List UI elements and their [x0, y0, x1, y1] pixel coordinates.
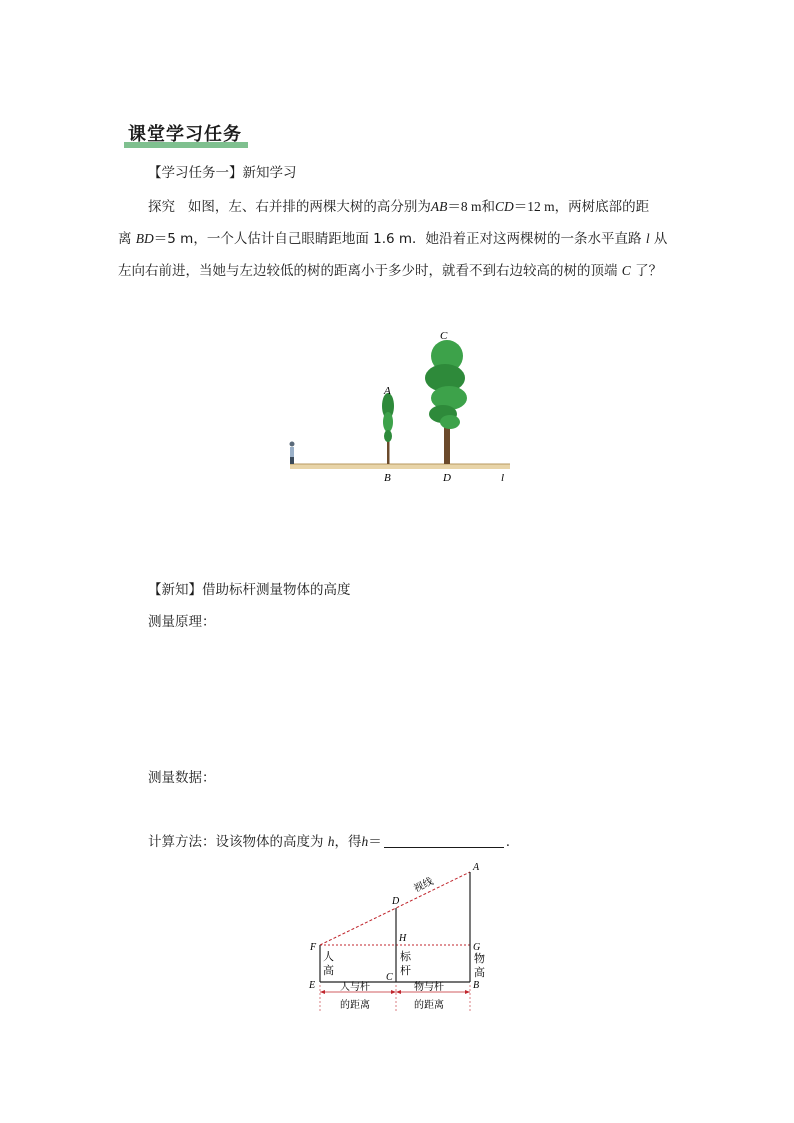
svg-text:的距离: 的距离	[414, 1000, 444, 1011]
newknow-heading: 【新知】借助标杆测量物体的高度	[148, 582, 351, 598]
trees-figure	[282, 326, 518, 488]
svg-text:高: 高	[323, 964, 334, 977]
svg-text:高: 高	[474, 966, 485, 979]
calc-line: 计算方法：设该物体的高度为 h，得h＝ .	[148, 834, 511, 850]
label-A: A	[384, 385, 391, 397]
sight-line	[320, 872, 470, 945]
svg-text:物与杆: 物与杆	[414, 982, 444, 993]
task1-heading: 【学习任务一】新知学习	[148, 165, 297, 181]
label-B: B	[384, 472, 391, 484]
task1-line2: 离 BD＝5 m，一个人估计自己眼睛距地面 1.6 m．她沿着正对这两棵树的一条水平直路 l 从	[118, 231, 668, 247]
sight-label: 视线	[412, 876, 436, 895]
person-figure	[290, 442, 295, 465]
label-D: D	[443, 472, 451, 484]
pt-F: F	[310, 942, 317, 953]
task1-line3: 左向右前进，当她与左边较低的树的距离小于多少时，就看不到右边较高的树的顶端 C 了？	[118, 263, 663, 279]
label-C: C	[440, 330, 448, 342]
section-title: 课堂学习任务	[128, 124, 242, 145]
short-tree	[382, 393, 394, 464]
principle-label: 测量原理：	[148, 614, 216, 630]
pt-C: C	[386, 972, 393, 983]
tall-tree	[425, 340, 467, 464]
svg-text:人与杆: 人与杆	[340, 982, 370, 993]
pt-G: G	[473, 942, 481, 953]
svg-text:的距离: 的距离	[340, 1000, 370, 1011]
pt-B: B	[473, 980, 480, 991]
svg-text:杆: 杆	[400, 964, 411, 977]
ground	[290, 464, 510, 469]
svg-text:标: 标	[400, 950, 411, 963]
pt-A: A	[473, 862, 480, 873]
label-l: l	[501, 472, 505, 484]
pole-diagram	[300, 860, 500, 1020]
data-label: 测量数据：	[148, 770, 216, 786]
task1-line1: 探究 如图，左、右并排的两棵大树的高分别为AB＝8 m和CD＝12 m，两树底部的距	[148, 199, 650, 215]
answer-blank[interactable]	[384, 833, 504, 848]
pt-D: D	[392, 896, 400, 907]
pt-H: H	[399, 933, 407, 944]
explore-label: 探究	[148, 199, 175, 215]
svg-text:人: 人	[323, 950, 334, 963]
svg-text:物: 物	[474, 952, 485, 965]
pt-E: E	[309, 980, 316, 991]
